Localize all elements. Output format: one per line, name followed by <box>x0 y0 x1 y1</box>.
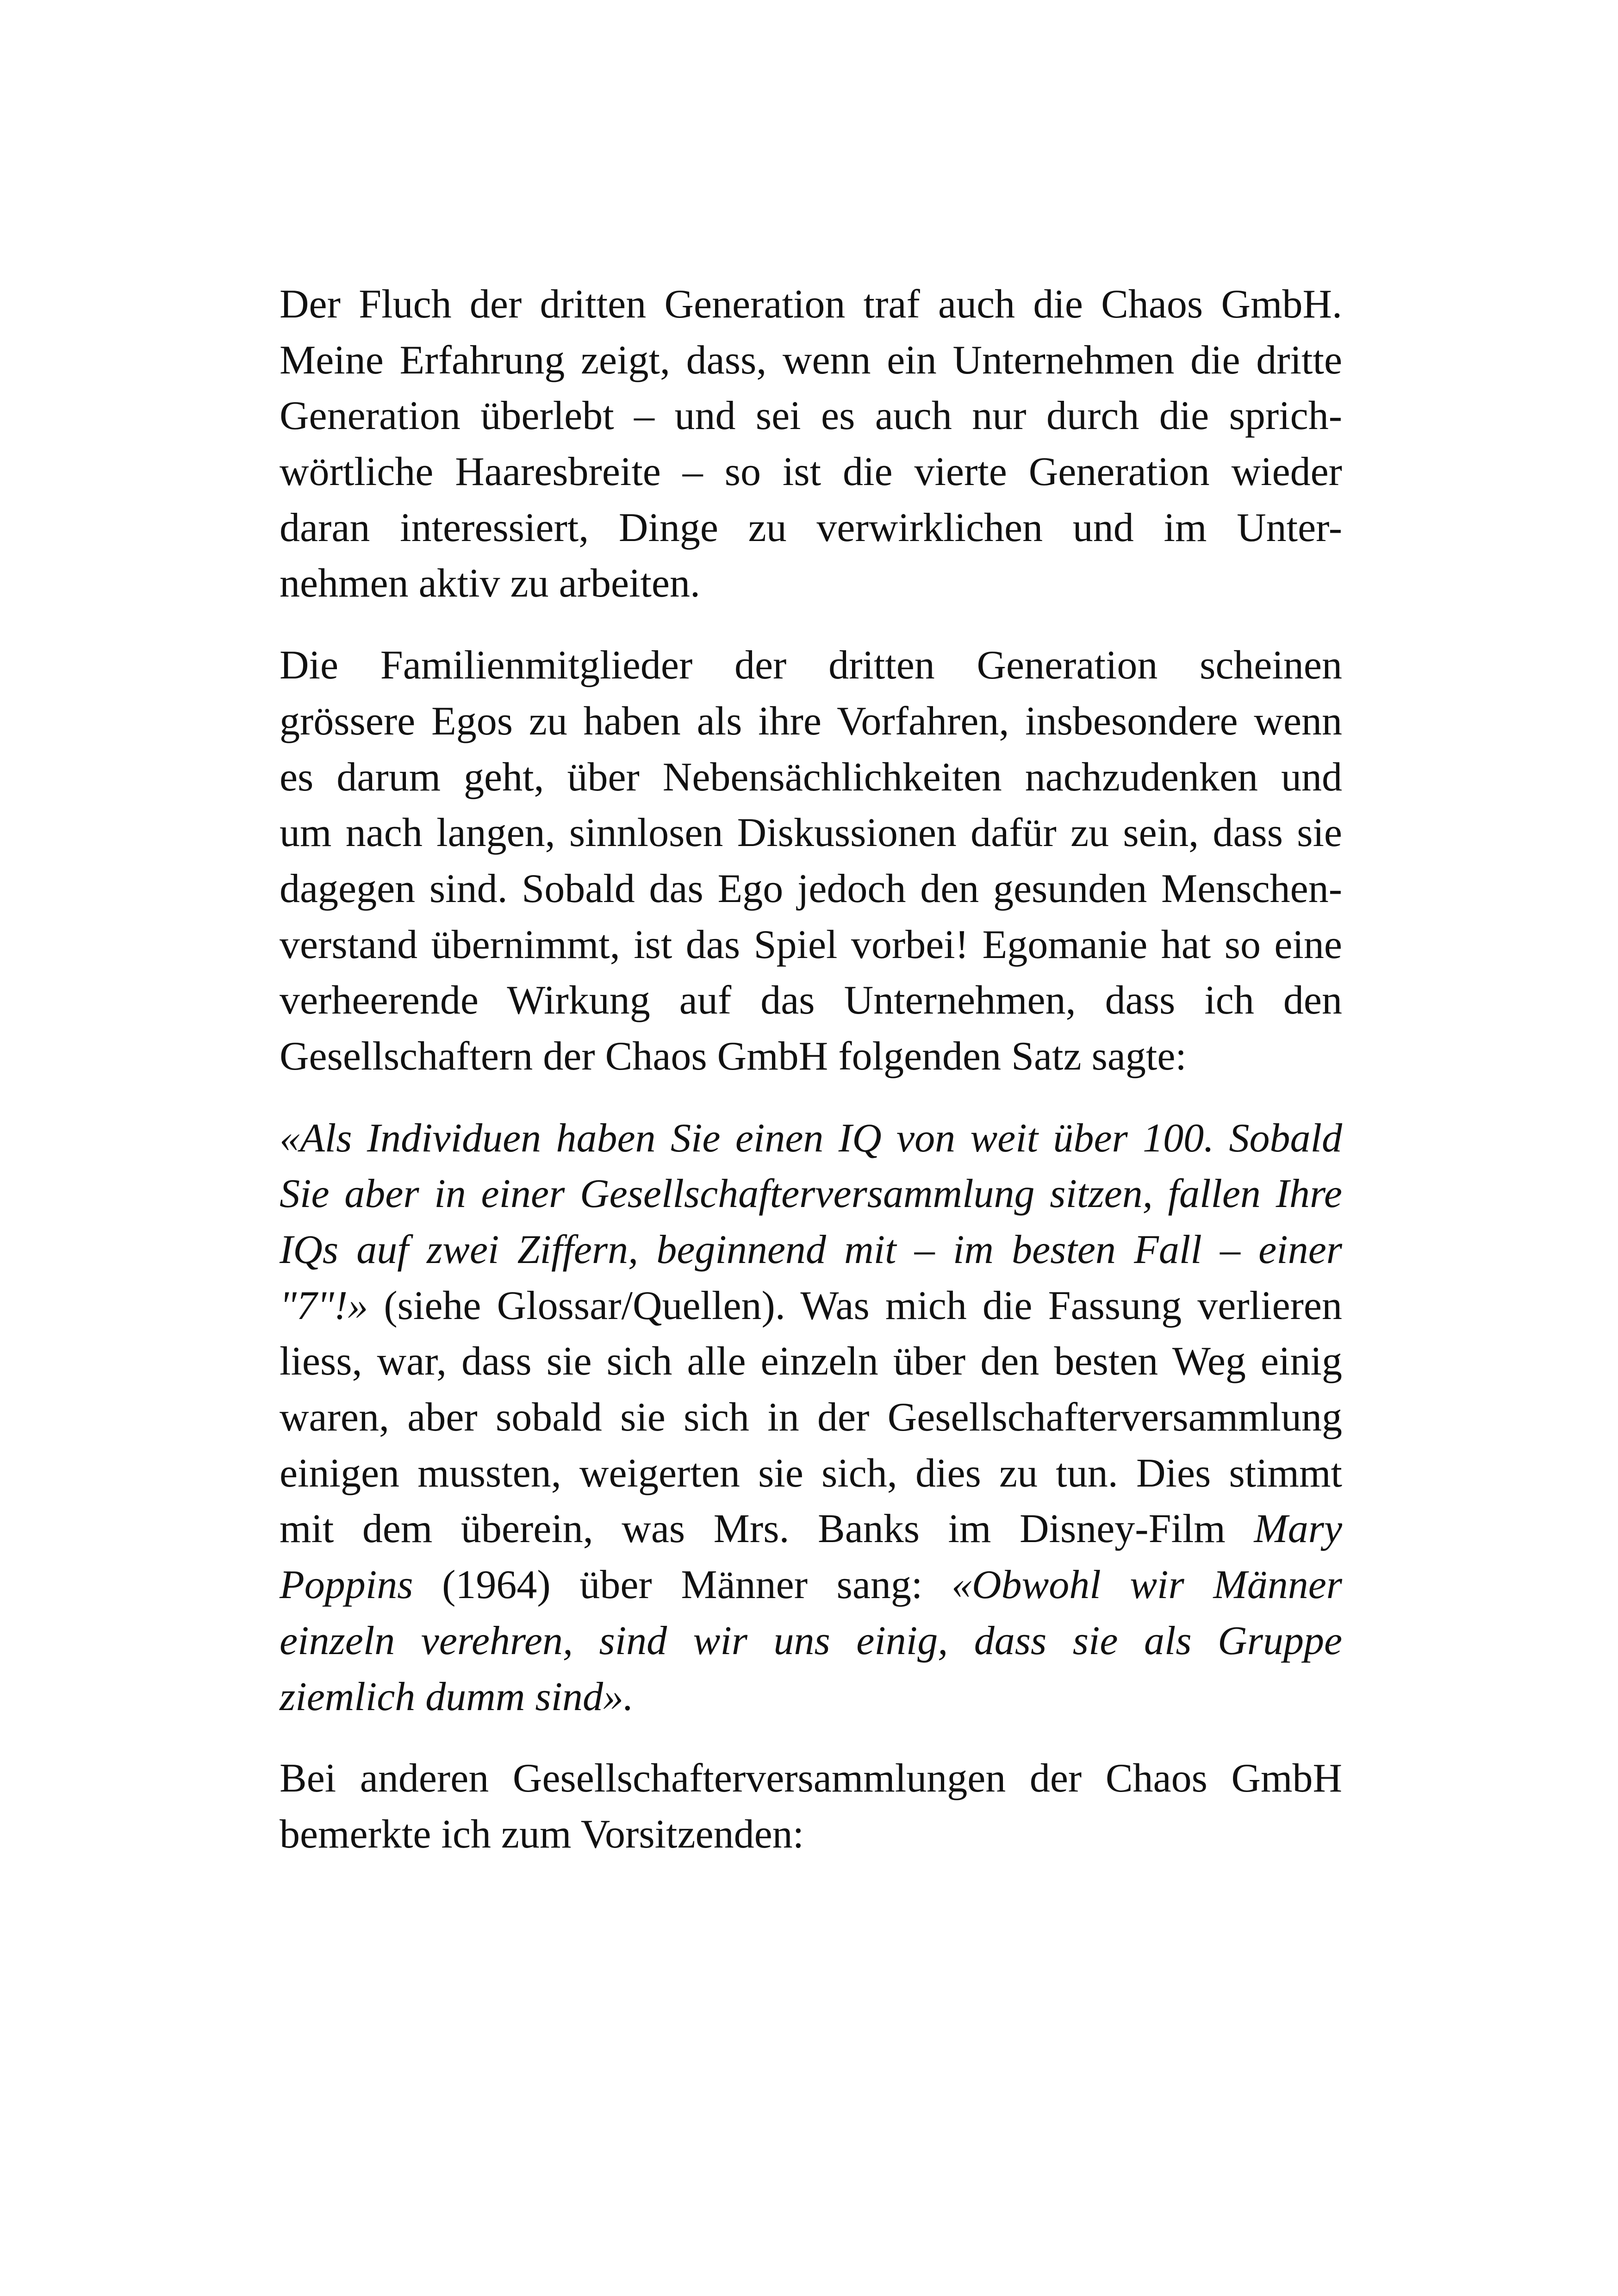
text-line <box>280 1557 1342 1613</box>
body-text-run: (siehe Glossar/Quellen). Was mich die Fassung verlieren <box>368 1283 1342 1328</box>
text-line: daran interessiert, Dinge zu verwirklichen und im Unter- <box>280 505 1342 550</box>
body-text-run: mit dem überein, was Mrs. Banks im Disney-Film <box>280 1506 1254 1552</box>
paragraph-1 <box>280 277 1342 612</box>
text-line: verheerende Wirkung auf das Unternehmen, dass ich den <box>280 978 1342 1023</box>
text-line: Bei anderen Gesellschafterversammlungen der Chaos GmbH <box>280 1756 1342 1801</box>
quote-text: "7"!» <box>280 1283 368 1328</box>
text-line <box>280 1390 1342 1446</box>
body-text-run: waren, aber sobald sie sich in der Gesellschafterversammlung <box>280 1395 1342 1440</box>
paragraph-2 <box>280 638 1342 1085</box>
quote-text: Sie aber in einer Gesellschafterversammlung sitzen, fallen Ihre <box>280 1171 1342 1217</box>
text-line <box>280 1669 1342 1725</box>
text-line: grössere Egos zu haben als ihre Vorfahren, insbesondere wenn <box>280 698 1342 744</box>
text-line <box>280 1222 1342 1278</box>
text-line <box>280 1166 1342 1222</box>
body-text-run: einigen mussten, weigerten sie sich, dies zu tun. Dies stimmt <box>280 1450 1342 1496</box>
paragraph-4 <box>280 1751 1342 1862</box>
text-line <box>280 1111 1342 1167</box>
text-line: Die Familienmitglieder der dritten Generation scheinen <box>280 643 1342 688</box>
film-title: Mary <box>1254 1506 1342 1552</box>
text-line <box>280 1501 1342 1557</box>
text-line: Meine Erfahrung zeigt, dass, wenn ein Unternehmen die dritte <box>280 337 1342 383</box>
quote-text: ziemlich dumm sind». <box>280 1674 634 1719</box>
body-text-run: (1964) über Männer sang: <box>413 1562 952 1608</box>
text-line <box>280 1613 1342 1669</box>
quote-text: IQs auf zwei Ziffern, beginnend mit – im besten Fall – einer <box>280 1227 1342 1272</box>
text-line: wörtliche Haaresbreite – so ist die vierte Generation wieder <box>280 449 1342 495</box>
text-line: nehmen aktiv zu arbeiten. <box>280 561 700 606</box>
text-line: Der Fluch der dritten Generation traf auch die Chaos GmbH. <box>280 282 1342 327</box>
text-line: Gesellschaftern der Chaos GmbH folgenden Satz sagte: <box>280 1033 1187 1079</box>
text-line <box>280 1334 1342 1390</box>
quote-text: einzeln verehren, sind wir uns einig, dass sie als Gruppe <box>280 1618 1342 1663</box>
text-line: um nach langen, sinnlosen Diskussionen dafür zu sein, dass sie <box>280 810 1342 856</box>
film-title: Poppins <box>280 1562 413 1608</box>
text-line: Generation überlebt – und sei es auch nur durch die sprich- <box>280 393 1342 439</box>
text-line <box>280 1278 1342 1334</box>
body-text-run: liess, war, dass sie sich alle einzeln über den besten Weg einig <box>280 1339 1342 1384</box>
quote-text: «Als Individuen haben Sie einen IQ von weit über 100. Sobald <box>280 1115 1342 1161</box>
text-line: bemerkte ich zum Vorsitzenden: <box>280 1811 804 1857</box>
body-text <box>280 277 1342 1889</box>
text-line: verstand übernimmt, ist das Spiel vorbei! Egomanie hat so eine <box>280 922 1342 967</box>
quote-text: «Obwohl wir Männer <box>952 1562 1342 1608</box>
text-line: es darum geht, über Nebensächlichkeiten nachzudenken und <box>280 754 1342 800</box>
text-line <box>280 1446 1342 1502</box>
text-line: dagegen sind. Sobald das Ego jedoch den gesunden Menschen- <box>280 866 1342 911</box>
paragraph-3-quote <box>280 1111 1342 1725</box>
